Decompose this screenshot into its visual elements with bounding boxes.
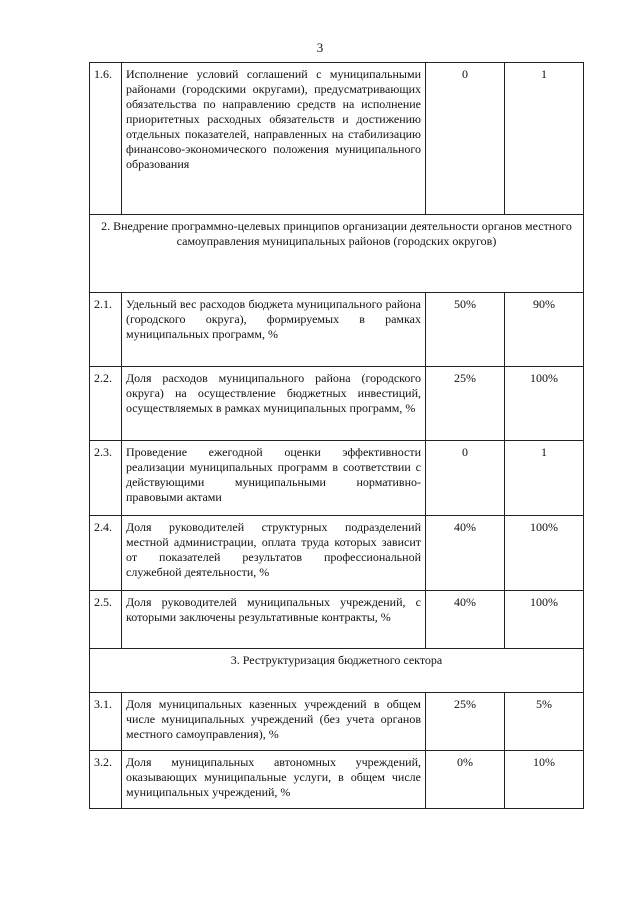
row-value-base: 25% [426,367,505,441]
row-number: 2.5. [90,591,122,649]
row-description: Доля руководителей муниципальных учреждений, с которыми заключены результативные контракты, % [122,591,426,649]
row-number: 1.6. [90,63,122,215]
table-row [90,591,584,649]
row-value-target: 1 [505,441,584,516]
row-value-target: 5% [505,693,584,751]
row-value-base: 25% [426,693,505,751]
row-value-target: 90% [505,293,584,367]
row-description: Проведение ежегодной оценки эффективности реализации муниципальных программ в соответствии с действующими муниципальными нормативно-правовыми актами [122,441,426,516]
row-value-base: 0 [426,63,505,215]
row-number: 2.1. [90,293,122,367]
table-row [90,63,584,215]
row-number: 2.2. [90,367,122,441]
section-row [90,649,584,693]
row-number: 2.3. [90,441,122,516]
row-value-target: 10% [505,751,584,809]
row-value-target: 1 [505,63,584,215]
table-row [90,293,584,367]
row-value-base: 40% [426,516,505,591]
row-description: Доля руководителей структурных подразделений местной администрации, оплата труда которых зависит от показателей результатов профессиональной служебной деятельности, % [122,516,426,591]
row-value-target: 100% [505,591,584,649]
row-description: Доля расходов муниципального района (городского округа) на осуществление бюджетных инвестиций, осуществляемых в рамках муниципальных программ, % [122,367,426,441]
row-description: Доля муниципальных автономных учреждений, оказывающих муниципальные услуги, в общем числе муниципальных учреждений, % [122,751,426,809]
table-row [90,441,584,516]
row-value-base: 50% [426,293,505,367]
table-row [90,367,584,441]
table-row [90,751,584,809]
section-title: 2. Внедрение программно-целевых принципов организации деятельности органов местного самоуправления муниципальных районов (городских округов) [90,215,584,293]
section-title: 3. Реструктуризация бюджетного сектора [90,649,584,693]
row-value-target: 100% [505,516,584,591]
row-value-base: 40% [426,591,505,649]
page-number: 3 [316,40,324,55]
section-row [90,215,584,293]
row-description: Исполнение условий соглашений с муниципальными районами (городскими округами), предусматривающих обязательства по направлению средств на исполнение приоритетных расходных обязательств и достижению отдельных показателей, направленных на стабилизацию финансово-экономического положения муниципального образования [122,63,426,215]
row-number: 3.1. [90,693,122,751]
indicators-table [89,62,584,809]
row-number: 2.4. [90,516,122,591]
table-row [90,693,584,751]
row-value-target: 100% [505,367,584,441]
row-value-base: 0% [426,751,505,809]
row-description: Удельный вес расходов бюджета муниципального района (городского округа), формируемых в рамках муниципальных программ, % [122,293,426,367]
table-row [90,516,584,591]
row-description: Доля муниципальных казенных учреждений в общем числе муниципальных учреждений (без учета органов местного самоуправления), % [122,693,426,751]
row-number: 3.2. [90,751,122,809]
row-value-base: 0 [426,441,505,516]
